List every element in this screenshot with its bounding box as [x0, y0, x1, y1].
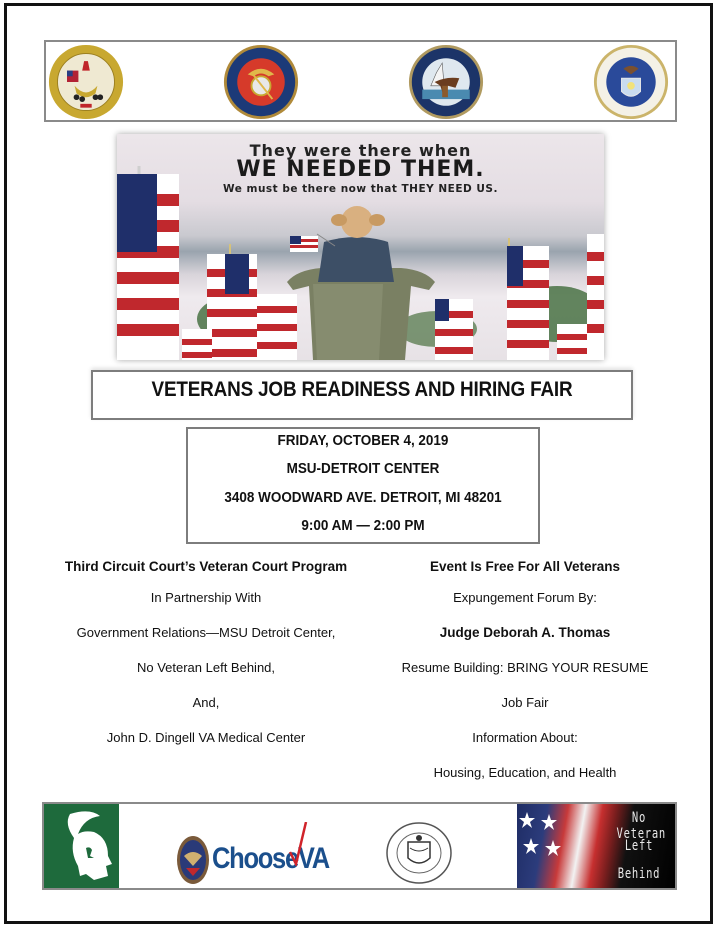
event-title: VETERANS JOB READINESS AND HIRING FAIR: [151, 378, 573, 401]
hero-line-1: They were there when: [249, 141, 472, 160]
stars-icon: [517, 804, 597, 888]
air-force-seal-icon: [593, 44, 669, 120]
left-column-line: No Veteran Left Behind,: [136, 660, 276, 675]
event-details-box: [186, 427, 540, 544]
choose-va-logo: [176, 834, 336, 886]
right-column-line: Expungement Forum By:: [453, 590, 597, 605]
va-seal-icon: [176, 834, 210, 886]
right-column-line: Resume Building: BRING YOUR RESUME: [401, 660, 649, 675]
left-column-heading: Third Circuit Court’s Veteran Court Program: [64, 559, 348, 574]
marine-corps-seal-icon: [223, 44, 299, 120]
choose-va-wordmark: ChooseVA: [212, 842, 329, 875]
right-column-line: Housing, Education, and Health: [433, 765, 617, 780]
partner-logos-banner: [42, 802, 677, 890]
event-title-box: [91, 370, 633, 420]
navy-seal-icon: [408, 44, 484, 120]
no-veteran-left-behind-logo: [517, 804, 675, 888]
spartan-helmet-icon: [44, 804, 119, 888]
left-column-line: In Partnership With: [150, 590, 262, 605]
nvlb-line-3: Behind: [617, 866, 661, 882]
army-seal-icon: [48, 44, 124, 120]
event-venue: MSU-DETROIT CENTER: [286, 461, 440, 477]
event-time: 9:00 AM — 2:00 PM: [301, 518, 425, 534]
left-column-line: Government Relations—MSU Detroit Center,: [76, 625, 336, 640]
right-column-line: Job Fair: [501, 695, 549, 710]
event-address: 3408 WOODWARD AVE. DETROIT, MI 48201: [224, 490, 502, 506]
court-seal-icon: [384, 822, 454, 884]
nvlb-line-1: No Veteran: [616, 810, 667, 842]
left-column-line: John D. Dingell VA Medical Center: [106, 730, 306, 745]
right-column-line-judge: Judge Deborah A. Thomas: [439, 625, 611, 640]
military-seals-banner: [44, 40, 677, 122]
event-date: FRIDAY, OCTOBER 4, 2019: [277, 433, 449, 449]
left-column-line: And,: [192, 695, 220, 710]
third-circuit-court-seal: [384, 822, 454, 884]
hero-line-2: WE NEEDED THEM.: [236, 157, 485, 182]
right-column-heading: Event Is Free For All Veterans: [429, 559, 621, 574]
hero-line-3: We must be there now that THEY NEED US.: [223, 183, 498, 195]
right-column-line: Information About:: [472, 730, 578, 745]
msu-spartan-logo: [44, 804, 119, 888]
nvlb-line-2: Left: [624, 838, 654, 854]
checkmark-icon: [288, 822, 308, 866]
hero-image: [117, 134, 604, 360]
